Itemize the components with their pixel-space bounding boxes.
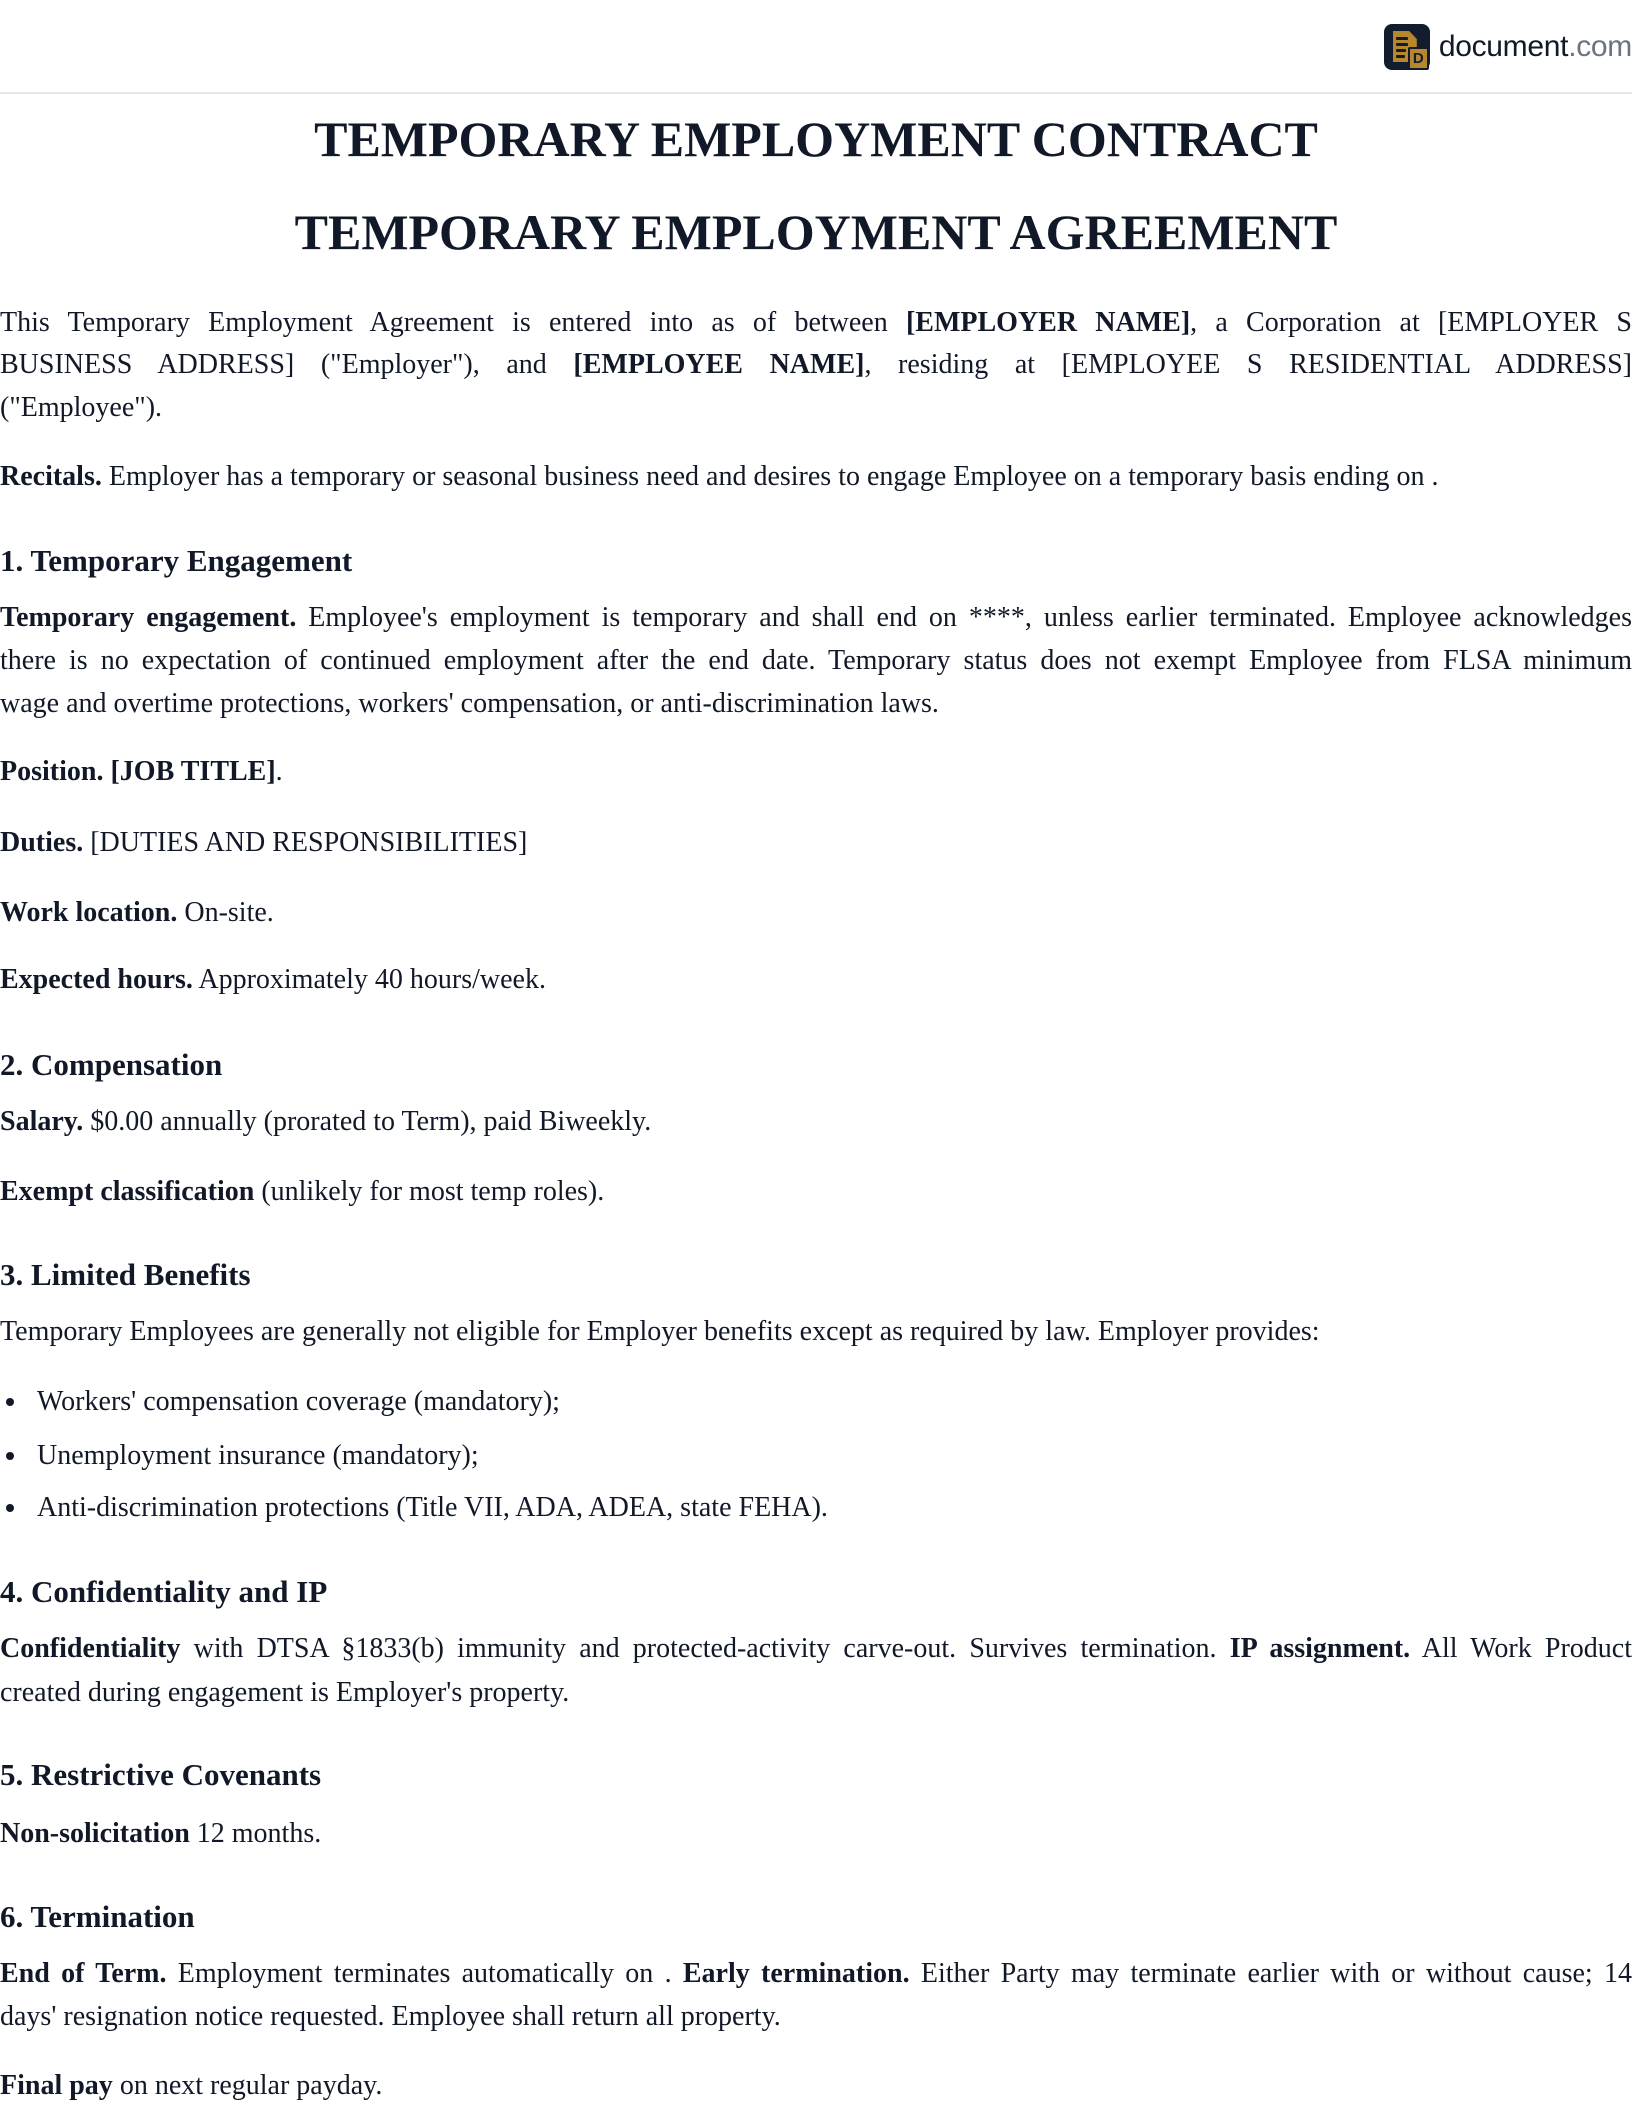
non-solicitation-paragraph: Non-solicitation 12 months. — [0, 1818, 322, 1849]
termination-line-1: End of Term. Employment terminates automatically on . Early termination. Either Party may terminate earlier with or without cause; 14 — [0, 1958, 1632, 1989]
document-subtitle: TEMPORARY EMPLOYMENT AGREEMENT — [294, 204, 1338, 260]
salary-paragraph: Salary. $0.00 annually (prorated to Term), paid Biweekly. — [0, 1106, 652, 1137]
position-paragraph: Position. [JOB TITLE]. — [0, 756, 283, 787]
bullet-icon — [6, 1398, 14, 1406]
section-1-heading: 1. Temporary Engagement — [0, 543, 353, 578]
section-2-heading: 2. Compensation — [0, 1047, 223, 1082]
confidentiality-line-2: created during engagement is Employer's property. — [0, 1677, 570, 1708]
recitals-paragraph: Recitals. Employer has a temporary or seasonal business need and desires to engage Employee on a temporary basis ending on . — [0, 461, 1439, 492]
bullet-icon — [6, 1504, 14, 1512]
employee-name-placeholder: [EMPLOYEE NAME] — [573, 349, 865, 380]
temporary-engagement-line-3: wage and overtime protections, workers' compensation, or anti-discrimination laws. — [0, 688, 939, 719]
temporary-engagement-line-1: Temporary engagement. Employee's employment is temporary and shall end on ****, unless earlier terminated. Employee acknowledges — [0, 602, 1632, 633]
section-5-heading: 5. Restrictive Covenants — [0, 1757, 322, 1792]
benefits-intro: Temporary Employees are generally not eligible for Employer benefits except as required by law. Employer provides: — [0, 1316, 1320, 1347]
duties-paragraph: Duties. [DUTIES AND RESPONSIBILITIES] — [0, 827, 528, 858]
section-4-heading: 4. Confidentiality and IP — [0, 1574, 328, 1609]
intro-line-1: This Temporary Employment Agreement is entered into as of between [EMPLOYER NAME], a Corporation at [EMPLOYER S — [0, 307, 1632, 338]
confidentiality-line-1: Confidentiality with DTSA §1833(b) immunity and protected-activity carve-out. Survives termination. IP assignment. All Work Product — [0, 1633, 1632, 1664]
document-logo-icon: D — [1384, 24, 1430, 70]
employer-name-placeholder: [EMPLOYER NAME] — [905, 307, 1191, 338]
termination-line-2: days' resignation notice requested. Employee shall return all property. — [0, 2001, 781, 2032]
brand-logo[interactable] — [1384, 24, 1632, 70]
final-pay-paragraph: Final pay on next regular payday. — [0, 2070, 383, 2101]
header-bar — [0, 0, 1632, 94]
section-3-heading: 3. Limited Benefits — [0, 1257, 251, 1292]
document-title: TEMPORARY EMPLOYMENT CONTRACT — [314, 111, 1318, 167]
brand-name: document.com — [1438, 30, 1632, 63]
temporary-engagement-line-2: there is no expectation of continued employment after the end date. Temporary status does not exempt Employee from FLSA minimum — [0, 645, 1632, 676]
exempt-classification-paragraph: Exempt classification (unlikely for most temp roles). — [0, 1176, 605, 1207]
expected-hours-paragraph: Expected hours. Approximately 40 hours/week. — [0, 964, 546, 995]
section-6-heading: 6. Termination — [0, 1899, 195, 1934]
intro-line-3: ("Employee"). — [0, 392, 163, 423]
work-location-paragraph: Work location. On-site. — [0, 897, 274, 928]
bullet-icon — [6, 1452, 14, 1460]
intro-line-2: BUSINESS ADDRESS] ("Employer"), and [EMPLOYEE NAME], residing at [EMPLOYEE S RESIDENTIAL ADDRESS] — [0, 349, 1632, 380]
